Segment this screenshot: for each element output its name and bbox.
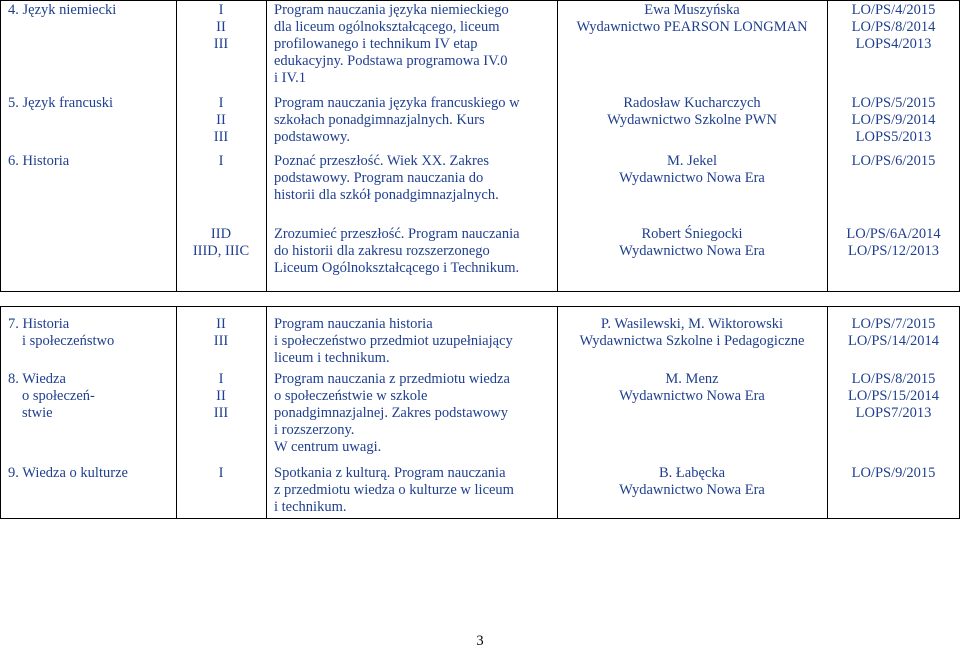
program-cell: Program nauczania języka niemieckiego dla liceum ogólnokształcącego, liceum profilowanego i technikum IV etap edukacyjny. Podstawa programowa IV.0 i IV.1: [274, 2, 509, 86]
approval-number-cell: LO/PS/6/2015: [851, 153, 936, 169]
table2-border-left: [0, 306, 1, 519]
classes-cell: IID IIID, IIIC: [192, 226, 250, 259]
table1-border-bottom: [0, 291, 960, 292]
program-cell: Program nauczania historia i społeczeństwo przedmiot uzupełniający liceum i technikum.: [274, 316, 513, 366]
subject-cell: 7. Historia i społeczeństwo: [8, 316, 115, 349]
program-cell: Poznać przeszłość. Wiek XX. Zakres podstawowy. Program nauczania do historii dla szkół ponadgimnazjalnych.: [274, 153, 499, 203]
author-cell: B. Łabęcka Wydawnictwo Nowa Era: [619, 465, 765, 498]
subject-cell: 8. Wiedza o społeczeń- stwie: [8, 371, 95, 421]
approval-number-cell: LO/PS/5/2015 LO/PS/9/2014 LOPS5/2013: [851, 95, 936, 145]
author-cell: M. Jekel Wydawnictwo Nowa Era: [619, 153, 765, 186]
classes-cell: II III: [213, 316, 229, 349]
program-cell: Zrozumieć przeszłość. Program nauczania do historii dla zakresu rozszerzonego Liceum Ogólnokształcącego i Technikum.: [274, 226, 520, 276]
table1-border-left: [0, 0, 1, 292]
classes-cell: I: [218, 153, 224, 169]
table1-border-top: [0, 0, 960, 1]
program-cell: Program nauczania z przedmiotu wiedza o społeczeństwie w szkole ponadgimnazjalnej. Zakres podstawowy i rozszerzony. W centrum uwagi.: [274, 371, 510, 455]
subject-cell: 4. Język niemiecki: [8, 2, 117, 18]
classes-cell: I: [218, 465, 224, 481]
classes-cell: I II III: [213, 371, 229, 421]
approval-number-cell: LO/PS/9/2015: [851, 465, 936, 481]
table2-col-divider: [266, 306, 267, 519]
approval-number-cell: LO/PS/8/2015 LO/PS/15/2014 LOPS7/2013: [847, 371, 940, 421]
author-cell: M. Menz Wydawnictwo Nowa Era: [619, 371, 765, 404]
approval-number-cell: LO/PS/7/2015 LO/PS/14/2014: [847, 316, 940, 349]
program-cell: Program nauczania języka francuskiego w szkołach ponadgimnazjalnych. Kurs podstawowy.: [274, 95, 520, 145]
subject-cell: 9. Wiedza o kulturze: [8, 465, 128, 481]
subject-cell: 6. Historia: [8, 153, 70, 169]
author-cell: Robert Śniegocki Wydawnictwo Nowa Era: [619, 226, 765, 259]
subject-cell: 5. Język francuski: [8, 95, 114, 111]
table2-border-bottom: [0, 518, 960, 519]
table2-border-top: [0, 306, 960, 307]
program-cell: Spotkania z kulturą. Program nauczania z przedmiotu wiedza o kulturze w liceum i technikum.: [274, 465, 514, 515]
author-cell: P. Wasilewski, M. Wiktorowski Wydawnictwa Szkolne i Pedagogiczne: [579, 316, 805, 349]
author-cell: Ewa Muszyńska Wydawnictwo PEARSON LONGMAN: [576, 2, 808, 35]
page-number: 3: [476, 633, 484, 649]
approval-number-cell: LO/PS/4/2015 LO/PS/8/2014 LOPS4/2013: [851, 2, 936, 52]
classes-cell: I II III: [213, 95, 229, 145]
approval-number-cell: LO/PS/6A/2014 LO/PS/12/2013: [846, 226, 941, 259]
classes-cell: I II III: [213, 2, 229, 52]
table1-col-divider: [266, 0, 267, 292]
author-cell: Radosław Kucharczych Wydawnictwo Szkolne PWN: [607, 95, 777, 128]
